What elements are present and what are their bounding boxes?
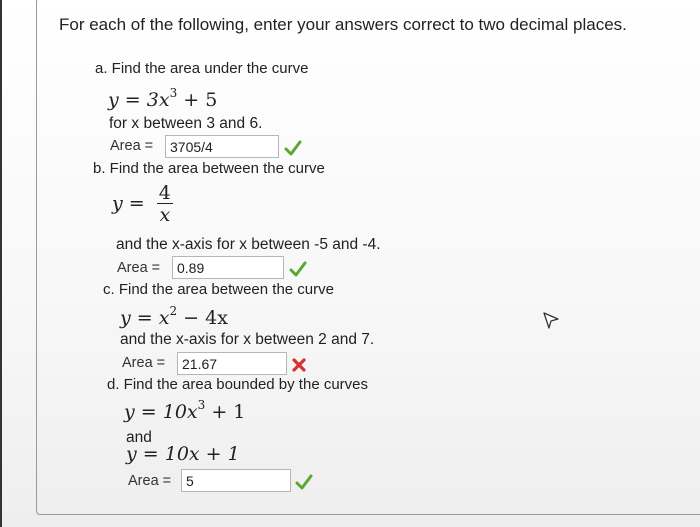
part-c-answer-label: Area = xyxy=(122,355,166,371)
check-icon xyxy=(284,140,302,156)
instructions-text: For each of the following, enter your answers correct to two decimal places. xyxy=(59,15,627,34)
part-b-equation: y = $\frac{4}{x}$ xyxy=(112,182,171,226)
check-icon xyxy=(295,474,313,490)
part-c-equation: $y = x^2 - 4x$ xyxy=(120,304,228,329)
part-d-question: d. Find the area bounded by the curves xyxy=(107,376,369,393)
check-icon xyxy=(289,261,307,277)
part-d-answer-input[interactable] xyxy=(181,469,291,492)
part-a-equation: $y = 3x^3 + 5$ xyxy=(108,86,218,111)
part-b-answer-input[interactable] xyxy=(172,256,284,279)
cross-icon xyxy=(290,357,308,373)
part-a-question: a. Find the area under the curve xyxy=(95,60,309,77)
part-d-equation-2: y = 10x + 1 xyxy=(126,443,240,465)
part-a-condition: for x between 3 and 6. xyxy=(109,115,263,132)
mouse-cursor-icon xyxy=(542,311,560,331)
part-b-condition: and the x-axis for x between -5 and -4. xyxy=(116,236,381,253)
part-d-answer-label: Area = xyxy=(128,473,172,489)
part-a-answer-input[interactable] xyxy=(165,135,279,158)
part-b-question: b. Find the area between the curve xyxy=(93,160,325,177)
part-c-answer-input[interactable] xyxy=(177,352,287,375)
part-c-condition: and the x-axis for x between 2 and 7. xyxy=(120,331,375,348)
part-a-answer-label: Area = xyxy=(110,138,154,154)
part-d-equation-1: $y = 10x^3 + 1$ xyxy=(124,398,246,423)
part-d-connector: and xyxy=(126,429,152,446)
part-b-answer-label: Area = xyxy=(117,260,161,276)
part-c-question: c. Find the area between the curve xyxy=(103,281,334,298)
